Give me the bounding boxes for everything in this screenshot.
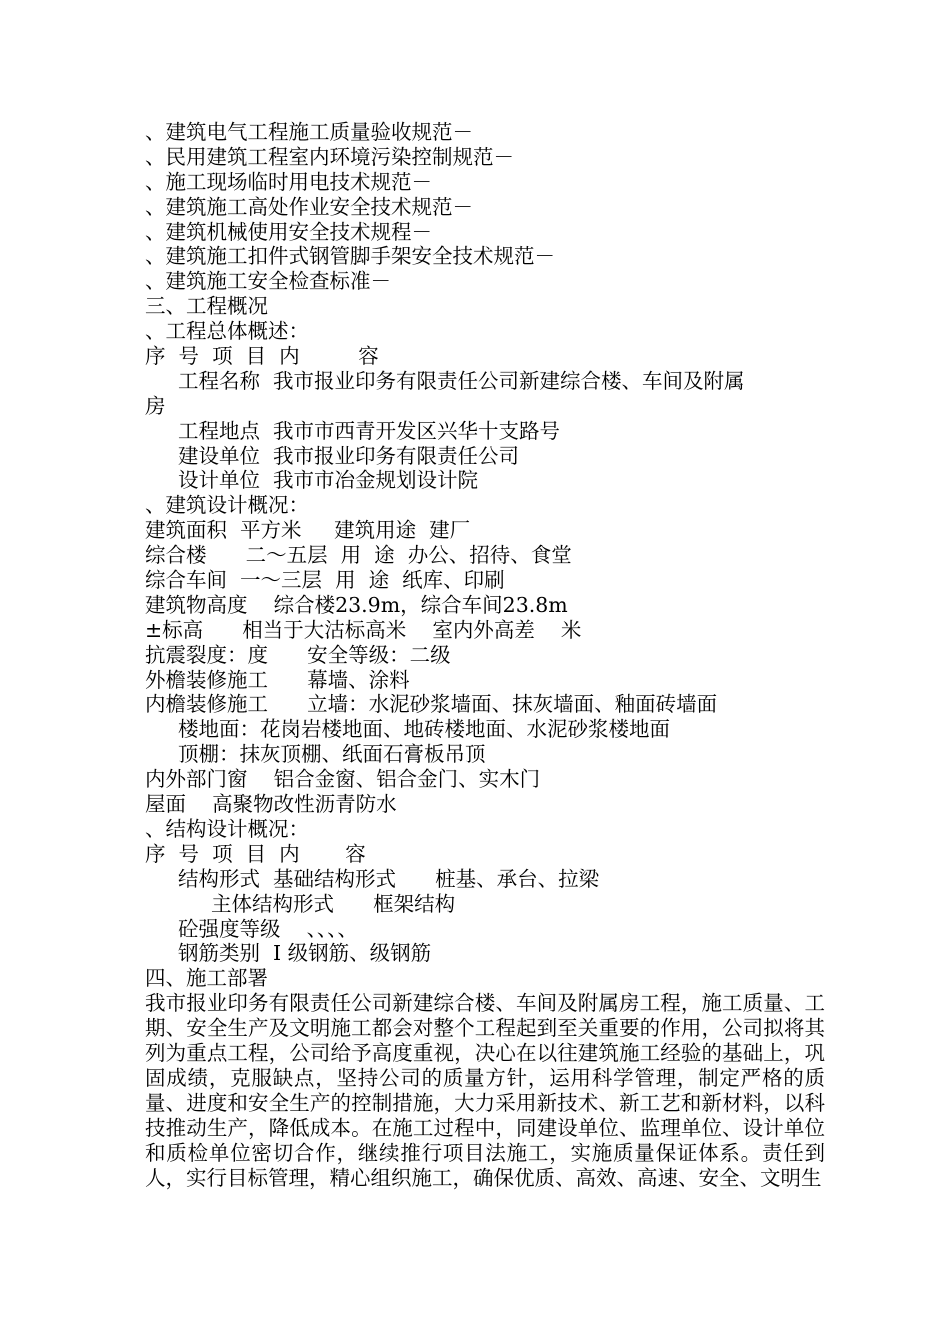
row-main-structure: 主体结构形式 框架结构	[211, 891, 456, 916]
row-ceiling-finish: 顶棚：抹灰顶棚、纸面石膏板吊顶	[178, 742, 486, 767]
subheading-architectural-design: 、建筑设计概况：	[145, 493, 309, 518]
row-elevation: ±标高 相当于大沽标高米 室内外高差 米	[145, 617, 582, 642]
spec-item-work-at-height: 、建筑施工高处作业安全技术规范－	[145, 194, 473, 219]
row-designer: 设计单位 我市市冶金规划设计院	[178, 468, 479, 493]
table-header-structural: 序 号 项 目 内 容	[145, 841, 366, 866]
row-rebar-type: 钢筋类别 Ⅰ 级钢筋、级钢筋	[178, 941, 432, 966]
row-building-height: 建筑物高度 综合楼23.9m，综合车间23.8m	[145, 592, 568, 617]
row-complex-building: 综合楼 二～五层 用 途 办公、招待、食堂	[145, 543, 572, 568]
section-heading-construction-plan: 四、施工部署	[145, 966, 268, 991]
document-body	[145, 120, 825, 1190]
spec-item-scaffold: 、建筑施工扣件式钢管脚手架安全技术规范－	[145, 244, 555, 269]
spec-item-temporary-power: 、施工现场临时用电技术规范－	[145, 169, 432, 194]
row-floor-finish: 楼地面：花岗岩楼地面、地砖楼地面、水泥砂浆楼地面	[178, 717, 670, 742]
spec-item-safety-inspection: 、建筑施工安全检查标准－	[145, 269, 391, 294]
section-heading-project-overview: 三、工程概况	[145, 294, 268, 319]
row-seismic: 抗震裂度：度 安全等级：二级	[145, 642, 451, 667]
row-concrete-grade: 砼强度等级 、、、、	[178, 916, 358, 941]
table-header-general: 序 号 项 目 内 容	[145, 344, 379, 369]
spec-item-machinery: 、建筑机械使用安全技术规程－	[145, 219, 432, 244]
spec-item-indoor-environment: 、民用建筑工程室内环境污染控制规范－	[145, 144, 514, 169]
row-exterior-finish: 外檐装修施工 幕墙、涂料	[145, 667, 410, 692]
subheading-general-overview: 、工程总体概述：	[145, 319, 309, 344]
row-project-name: 工程名称 我市报业印务有限责任公司新建综合楼、车间及附属	[178, 368, 745, 393]
row-client: 建设单位 我市报业印务有限责任公司	[178, 443, 520, 468]
row-doors-windows: 内外部门窗 铝合金窗、铝合金门、实木门	[145, 767, 541, 792]
subheading-structural-design: 、结构设计概况：	[145, 816, 309, 841]
construction-plan-paragraph: 我市报业印务有限责任公司新建综合楼、车间及附属房工程，施工质量、工期、安全生产及文明施工都会对整个工程起到至关重要的作用，公司拟将其列为重点工程，公司给予高度重视，决心在以往建筑施工经验的基础上，巩固成绩，克服缺点，坚持公司的质量方针，运用科学管理，制定严格的质量、进度和安全生产的控制措施，大力采用新技术、新工艺和新材料，以科技推动生产，降低成本。在施工过程中，同建设单位、监理单位、设计单位和质检单位密切合作，继续推行项目法施工，实施质量保证体系。责任到人，实行目标管理，精心组织施工，确保优质、高效、高速、安全、文明生	[145, 991, 825, 1190]
row-structure-type: 结构形式 基础结构形式 桩基、承台、拉梁	[178, 866, 600, 891]
row-project-location: 工程地点 我市市西青开发区兴华十支路号	[178, 418, 561, 443]
row-interior-finish: 内檐装修施工 立墙：水泥砂浆墙面、抹灰墙面、釉面砖墙面	[145, 692, 718, 717]
row-complex-workshop: 综合车间 一～三层 用 途 纸库、印刷	[145, 568, 505, 593]
row-roof: 屋面 高聚物改性沥青防水	[145, 792, 397, 817]
spec-item-electrical: 、建筑电气工程施工质量验收规范－	[145, 120, 473, 144]
row-project-name-cont: 房	[145, 393, 166, 418]
row-building-area: 建筑面积 平方米 建筑用途 建厂	[145, 518, 471, 543]
